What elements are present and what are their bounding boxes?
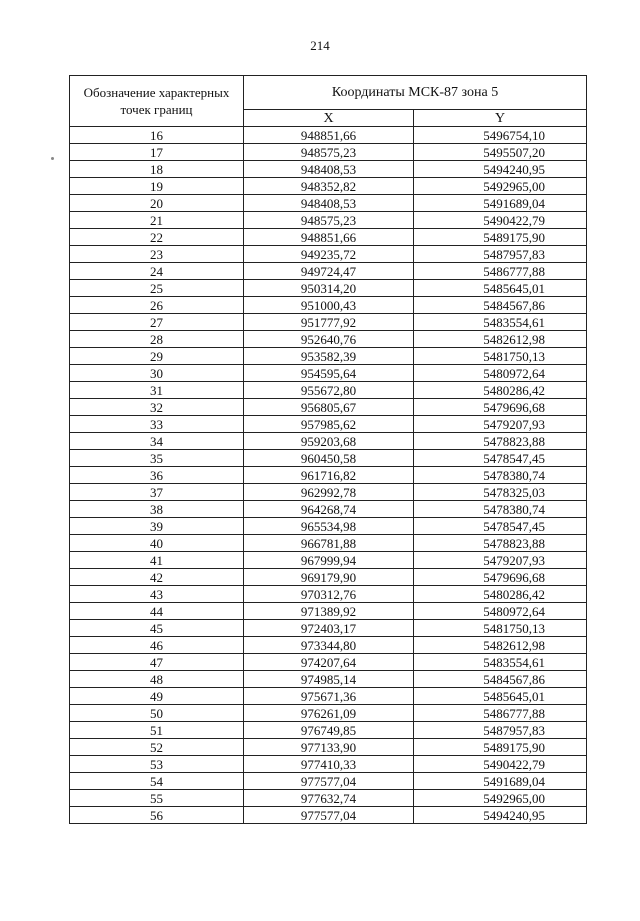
point-number-cell: 26 — [70, 297, 244, 314]
header-coordinates: Координаты МСК-87 зона 5 — [244, 76, 587, 110]
point-number-cell: 45 — [70, 620, 244, 637]
coordinates-table — [69, 75, 587, 824]
point-number-cell: 39 — [70, 518, 244, 535]
table-row — [70, 212, 587, 229]
point-number-cell: 48 — [70, 671, 244, 688]
x-coordinate-cell: 948575,23 — [244, 212, 414, 229]
x-coordinate-cell: 960450,58 — [244, 450, 414, 467]
x-coordinate-cell: 954595,64 — [244, 365, 414, 382]
table-row — [70, 365, 587, 382]
y-coordinate-cell: 5480286,42 — [414, 382, 587, 399]
table-row — [70, 722, 587, 739]
point-number-cell: 23 — [70, 246, 244, 263]
point-number-cell: 24 — [70, 263, 244, 280]
y-coordinate-cell: 5480972,64 — [414, 365, 587, 382]
x-coordinate-cell: 971389,92 — [244, 603, 414, 620]
table-row — [70, 654, 587, 671]
point-number-cell: 41 — [70, 552, 244, 569]
point-number-cell: 21 — [70, 212, 244, 229]
table-row — [70, 705, 587, 722]
y-coordinate-cell: 5482612,98 — [414, 637, 587, 654]
table-row — [70, 348, 587, 365]
y-coordinate-cell: 5478547,45 — [414, 450, 587, 467]
x-coordinate-cell: 965534,98 — [244, 518, 414, 535]
table-row — [70, 229, 587, 246]
y-coordinate-cell: 5495507,20 — [414, 144, 587, 161]
point-number-cell: 36 — [70, 467, 244, 484]
point-number-cell: 28 — [70, 331, 244, 348]
y-coordinate-cell: 5484567,86 — [414, 297, 587, 314]
x-coordinate-cell: 976749,85 — [244, 722, 414, 739]
table-row — [70, 739, 587, 756]
table-row — [70, 756, 587, 773]
x-coordinate-cell: 951000,43 — [244, 297, 414, 314]
table-row — [70, 586, 587, 603]
point-number-cell: 51 — [70, 722, 244, 739]
table-row — [70, 790, 587, 807]
y-coordinate-cell: 5492965,00 — [414, 178, 587, 195]
x-coordinate-cell: 977577,04 — [244, 807, 414, 824]
y-coordinate-cell: 5480972,64 — [414, 603, 587, 620]
table-row — [70, 399, 587, 416]
y-coordinate-cell: 5487957,83 — [414, 722, 587, 739]
point-number-cell: 17 — [70, 144, 244, 161]
y-coordinate-cell: 5489175,90 — [414, 229, 587, 246]
x-coordinate-cell: 959203,68 — [244, 433, 414, 450]
table-row — [70, 314, 587, 331]
x-coordinate-cell: 969179,90 — [244, 569, 414, 586]
x-coordinate-cell: 948408,53 — [244, 161, 414, 178]
y-coordinate-cell: 5492965,00 — [414, 790, 587, 807]
y-coordinate-cell: 5482612,98 — [414, 331, 587, 348]
table-row — [70, 331, 587, 348]
x-coordinate-cell: 948575,23 — [244, 144, 414, 161]
table-row — [70, 195, 587, 212]
table-row — [70, 688, 587, 705]
point-number-cell: 30 — [70, 365, 244, 382]
table-row — [70, 552, 587, 569]
point-number-cell: 43 — [70, 586, 244, 603]
table-row — [70, 263, 587, 280]
point-number-cell: 16 — [70, 127, 244, 144]
point-number-cell: 44 — [70, 603, 244, 620]
point-number-cell: 22 — [70, 229, 244, 246]
table-row — [70, 773, 587, 790]
y-coordinate-cell: 5487957,83 — [414, 246, 587, 263]
table-row — [70, 620, 587, 637]
point-number-cell: 34 — [70, 433, 244, 450]
x-coordinate-cell: 948408,53 — [244, 195, 414, 212]
x-coordinate-cell: 955672,80 — [244, 382, 414, 399]
y-coordinate-cell: 5490422,79 — [414, 756, 587, 773]
y-coordinate-cell: 5479696,68 — [414, 399, 587, 416]
point-number-cell: 40 — [70, 535, 244, 552]
x-coordinate-cell: 970312,76 — [244, 586, 414, 603]
point-number-cell: 37 — [70, 484, 244, 501]
x-coordinate-cell: 972403,17 — [244, 620, 414, 637]
y-coordinate-cell: 5496754,10 — [414, 127, 587, 144]
point-number-cell: 46 — [70, 637, 244, 654]
table-row — [70, 144, 587, 161]
x-coordinate-cell: 974985,14 — [244, 671, 414, 688]
y-coordinate-cell: 5481750,13 — [414, 348, 587, 365]
point-number-cell: 35 — [70, 450, 244, 467]
point-number-cell: 42 — [70, 569, 244, 586]
table-row — [70, 297, 587, 314]
y-coordinate-cell: 5478823,88 — [414, 433, 587, 450]
table-row — [70, 807, 587, 824]
y-coordinate-cell: 5486777,88 — [414, 705, 587, 722]
x-coordinate-cell: 977410,33 — [244, 756, 414, 773]
y-coordinate-cell: 5478380,74 — [414, 501, 587, 518]
point-number-cell: 19 — [70, 178, 244, 195]
table-row — [70, 484, 587, 501]
point-number-cell: 20 — [70, 195, 244, 212]
y-coordinate-cell: 5479696,68 — [414, 569, 587, 586]
point-number-cell: 18 — [70, 161, 244, 178]
x-coordinate-cell: 948352,82 — [244, 178, 414, 195]
table-row — [70, 280, 587, 297]
point-number-cell: 33 — [70, 416, 244, 433]
table-row — [70, 433, 587, 450]
x-coordinate-cell: 974207,64 — [244, 654, 414, 671]
x-coordinate-cell: 977133,90 — [244, 739, 414, 756]
y-coordinate-cell: 5480286,42 — [414, 586, 587, 603]
table-row — [70, 535, 587, 552]
x-coordinate-cell: 967999,94 — [244, 552, 414, 569]
x-coordinate-cell: 975671,36 — [244, 688, 414, 705]
header-point-designation: Обозначение характерных точек границ — [70, 76, 244, 127]
y-coordinate-cell: 5489175,90 — [414, 739, 587, 756]
scan-artifact-dot — [51, 157, 54, 160]
point-number-cell: 54 — [70, 773, 244, 790]
point-number-cell: 49 — [70, 688, 244, 705]
x-coordinate-cell: 973344,80 — [244, 637, 414, 654]
point-number-cell: 52 — [70, 739, 244, 756]
y-coordinate-cell: 5485645,01 — [414, 688, 587, 705]
point-number-cell: 31 — [70, 382, 244, 399]
x-coordinate-cell: 957985,62 — [244, 416, 414, 433]
x-coordinate-cell: 951777,92 — [244, 314, 414, 331]
table-row — [70, 416, 587, 433]
y-coordinate-cell: 5479207,93 — [414, 416, 587, 433]
table-row — [70, 637, 587, 654]
x-coordinate-cell: 949724,47 — [244, 263, 414, 280]
point-number-cell: 38 — [70, 501, 244, 518]
y-coordinate-cell: 5481750,13 — [414, 620, 587, 637]
table-row — [70, 671, 587, 688]
y-coordinate-cell: 5491689,04 — [414, 195, 587, 212]
header-x: X — [244, 110, 414, 127]
x-coordinate-cell: 977577,04 — [244, 773, 414, 790]
table-row — [70, 501, 587, 518]
x-coordinate-cell: 949235,72 — [244, 246, 414, 263]
y-coordinate-cell: 5490422,79 — [414, 212, 587, 229]
x-coordinate-cell: 977632,74 — [244, 790, 414, 807]
x-coordinate-cell: 961716,82 — [244, 467, 414, 484]
table-row — [70, 518, 587, 535]
x-coordinate-cell: 948851,66 — [244, 127, 414, 144]
x-coordinate-cell: 950314,20 — [244, 280, 414, 297]
point-number-cell: 56 — [70, 807, 244, 824]
y-coordinate-cell: 5479207,93 — [414, 552, 587, 569]
y-coordinate-cell: 5494240,95 — [414, 807, 587, 824]
y-coordinate-cell: 5486777,88 — [414, 263, 587, 280]
table-row — [70, 467, 587, 484]
table-row — [70, 127, 587, 144]
table-row — [70, 569, 587, 586]
table-row — [70, 382, 587, 399]
table-row — [70, 161, 587, 178]
table-row — [70, 450, 587, 467]
x-coordinate-cell: 976261,09 — [244, 705, 414, 722]
y-coordinate-cell: 5485645,01 — [414, 280, 587, 297]
x-coordinate-cell: 962992,78 — [244, 484, 414, 501]
table-body — [70, 127, 587, 824]
x-coordinate-cell: 953582,39 — [244, 348, 414, 365]
y-coordinate-cell: 5478325,03 — [414, 484, 587, 501]
point-number-cell: 47 — [70, 654, 244, 671]
x-coordinate-cell: 956805,67 — [244, 399, 414, 416]
y-coordinate-cell: 5484567,86 — [414, 671, 587, 688]
table-row — [70, 246, 587, 263]
point-number-cell: 25 — [70, 280, 244, 297]
point-number-cell: 27 — [70, 314, 244, 331]
point-number-cell: 32 — [70, 399, 244, 416]
y-coordinate-cell: 5483554,61 — [414, 314, 587, 331]
header-y: Y — [414, 110, 587, 127]
page-number: 214 — [310, 38, 330, 53]
table-row — [70, 178, 587, 195]
y-coordinate-cell: 5478547,45 — [414, 518, 587, 535]
y-coordinate-cell: 5483554,61 — [414, 654, 587, 671]
y-coordinate-cell: 5491689,04 — [414, 773, 587, 790]
x-coordinate-cell: 948851,66 — [244, 229, 414, 246]
y-coordinate-cell: 5478823,88 — [414, 535, 587, 552]
y-coordinate-cell: 5494240,95 — [414, 161, 587, 178]
x-coordinate-cell: 964268,74 — [244, 501, 414, 518]
point-number-cell: 55 — [70, 790, 244, 807]
table-row — [70, 603, 587, 620]
x-coordinate-cell: 952640,76 — [244, 331, 414, 348]
x-coordinate-cell: 966781,88 — [244, 535, 414, 552]
point-number-cell: 53 — [70, 756, 244, 773]
point-number-cell: 29 — [70, 348, 244, 365]
point-number-cell: 50 — [70, 705, 244, 722]
y-coordinate-cell: 5478380,74 — [414, 467, 587, 484]
